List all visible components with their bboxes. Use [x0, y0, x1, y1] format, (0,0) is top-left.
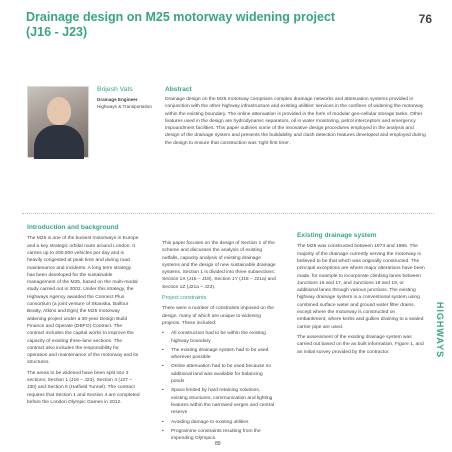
existing-paragraph: The assessment of the existing drainage system was carried out based on the as built information, Figure 1, and an initial survey provided by the contractor.: [297, 334, 424, 355]
list-item: • Online attenuation had to be used because no additional land was available for balancing ponds: [162, 363, 277, 385]
middle-paragraph: This paper focuses on the design of Section 1 of the scheme and discusses the analysis of existing outfalls, capacity analysis of existing drainage systems and the design of new sustainable drainage systems. Section 1 is divided into three subsections: Section 1X (J16 – J18), Section 1Y (J18 – J21a) and Section 1Z (J21a – J23).: [162, 241, 276, 290]
author-department: Highways & Transportation: [97, 104, 152, 110]
list-item: • Space limited by hard retaining solutions, existing structures, communication and lighting features within the narrowed verges and central reserve: [162, 387, 277, 416]
existing-heading: Existing drainage system: [297, 232, 377, 239]
constraints-list: [162, 330, 277, 442]
column-middle: [162, 240, 277, 444]
column-intro: [27, 224, 140, 409]
author-photo-shoulders: [34, 125, 84, 159]
author-photo-head: [47, 97, 71, 125]
section-divider: [22, 213, 434, 214]
intro-paragraph: The M25 is one of the busiest motorways in Europe and a key strategic orbital route around London. It carries up to 200,000 vehicles per day and is heavily congested at peak time and during road maintenance and incidents. A long term strategy has been developed for the sustainable management of the M25, based on the multi-modal study carried out in 2002. Under this strategy, the Highways Agency awarded the Connect Plus consortium (a joint venture of Skanska, Balfour Beatty, Atkins and Egis) the M25 motorway widening project under a 30-year Design Build Finance and Operate (DBFO) Contract. The contract includes the capital works to improve the capacity of existing three-lane sections. The contract also includes the responsibility for operation and maintenance of the motorway and its structures.: [27, 236, 139, 366]
page-title: Drainage design on M25 motorway widening project (J16 - J23): [26, 10, 336, 39]
abstract-text: Drainage design on the M25 motorway comprises complex drainage networks and attenuation systems provided in conjunction with the other highway infrastructure and existing utilities' services in the confines of widening the motorway within the existing boundary. The online attenuation is provided in the form of modular geo-cellular storage tanks. Other features used in the design are hydrodynamic separators, oil in water monitoring, petrol interceptors and emergency impoundment facilities. This paper outlines some of the innovative design procedures employed in the analysis and design of the drainage system and presents the buildability and clash detection features developed and employed during the design to ensure that construction was 'right first time'.: [165, 97, 426, 146]
column-existing: [297, 232, 425, 359]
author-role: Drainage Engineer: [97, 97, 138, 102]
list-item: • The existing drainage system had to be used wherever possible: [162, 347, 277, 362]
constraints-heading: Project constraints: [162, 295, 207, 302]
page-number-top: 76: [418, 12, 432, 26]
side-tab-label: HIGHWAYS: [435, 301, 445, 359]
list-item: • All construction had to be within the existing highway boundary: [162, 330, 277, 345]
constraints-intro: There were a number of constraints imposed on the design, many of which are unique to widening projects. These included:: [162, 306, 274, 326]
intro-paragraph: The areas to be widened have been split into 3 sections; Section 1 (J16 – J23), Section 4 (J27 – J30) and Section 6 (Hatfield Tunnel). The contract requires that Section 1 and Section 4 are completed before the London Olympic Games in 2012.: [27, 370, 140, 405]
author-photo: [27, 86, 89, 158]
list-item: • Programme constraints resulting from the impending Olympics.: [162, 428, 277, 443]
author-role-block: [97, 96, 167, 111]
existing-paragraph: The M25 was constructed between 1973 and 1986. The majority of the drainage currently serving the motorway is believed to be that which was originally constructed. The principal exceptions are where major alterations have been made, for example to incorporate climbing lanes between Junctions 16 and 17, and Junctions 18 and 19, or additional lanes through various junctions. The existing highway drainage system is a conventional system using combined surface water and ground water filter drains, except where the motorway is constructed on embankment, where kerbs and gullies draining to a sealed carrier pipe are used.: [297, 244, 425, 330]
abstract-heading: Abstract: [165, 86, 192, 93]
section-side-tab: [432, 300, 448, 360]
page-number-bottom: 89: [215, 441, 221, 447]
list-item: • Avoiding damage to existing utilities: [162, 419, 277, 426]
intro-heading: Introduction and background: [27, 224, 119, 231]
author-name: Brijesh Vats: [97, 86, 133, 93]
